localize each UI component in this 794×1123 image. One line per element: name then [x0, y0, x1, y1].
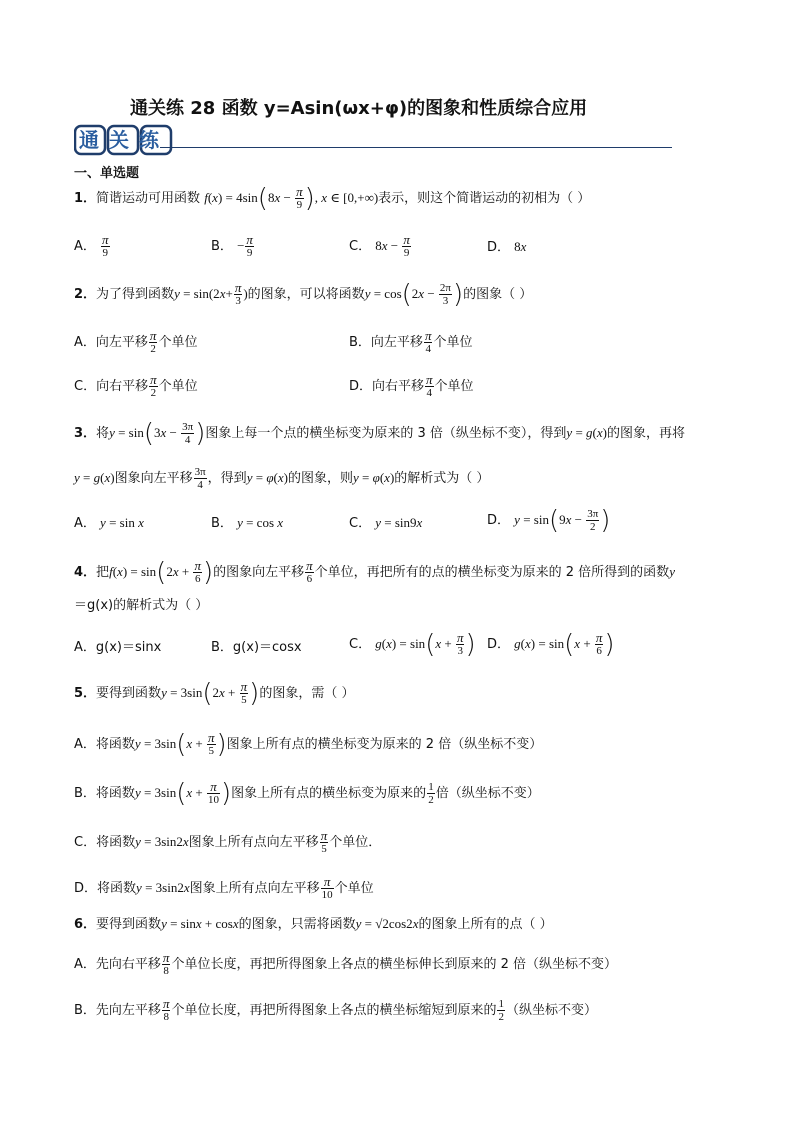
- q1-option-c[interactable]: C． 8x − $\frac{\pi}{9}$: [349, 232, 410, 259]
- q6-option-b[interactable]: B．先向左平移 $\frac{\pi}{8}$ 个单位长度，再把所得图象上各点的横坐标缩短到原来的 $\frac{1}{2}$ （纵坐标不变）: [74, 996, 597, 1023]
- q4-option-b[interactable]: B．g(x)＝cosx: [211, 640, 302, 655]
- q4-option-d[interactable]: D． g(x) = sin(x + $\frac{\pi}{6}$ ): [487, 629, 615, 660]
- question-5: 5．要得到函数y = 3sin(2x + $\frac{\pi}{5}$ )的图象，需（ ）: [74, 678, 355, 709]
- q5-option-a[interactable]: A．将函数y = 3sin(x + $\frac{\pi}{5}$ )图象上所有点的横坐标变为原来的 2 倍（纵坐标不变）: [74, 729, 543, 760]
- question-2: 2．为了得到函数y = sin(2x+ $\frac{\pi}{3}$ )的图象，可以将函数y = cos(2x − $\frac{2\pi}{3}$ )的图象（ ）: [74, 279, 533, 310]
- q6-option-a[interactable]: A．先向右平移 $\frac{\pi}{8}$ 个单位长度，再把所得图象上各点的横坐标伸长到原来的 2 倍（纵坐标不变）: [74, 950, 617, 977]
- q2-option-c[interactable]: C．向右平移 $\frac{\pi}{2}$ 个单位: [74, 372, 198, 399]
- q4-option-c[interactable]: C． g(x) = sin(x + $\frac{\pi}{3}$ ): [349, 629, 476, 660]
- question-4-line-2: ＝g(x)的解析式为（ ）: [74, 598, 209, 613]
- q1-option-d[interactable]: D． 8x: [487, 239, 527, 255]
- page-title: 通关练 28 函数 y=Asin(ωx+φ)的图象和性质综合应用: [130, 98, 588, 119]
- question-6: 6．要得到函数y = sinx + cosx的图象，只需将函数y = √2cos2x的图象上所有的点（ ）: [74, 916, 553, 932]
- q2-option-d[interactable]: D．向右平移 $\frac{\pi}{4}$ 个单位: [349, 372, 474, 399]
- q3-option-c[interactable]: C． y = sin9x: [349, 515, 423, 531]
- logo: [74, 124, 174, 156]
- q5-option-b[interactable]: B．将函数y = 3sin(x + $\frac{\pi}{10}$ )图象上所有点的横坐标变为原来的 $\frac{1}{2}$ 倍（纵坐标不变）: [74, 778, 540, 809]
- q5-option-c[interactable]: C．将函数y = 3sin2x图象上所有点向左平移 $\frac{\pi}{5}$ 个单位．: [74, 828, 382, 855]
- q2-option-a[interactable]: A．向左平移 $\frac{\pi}{2}$ 个单位: [74, 328, 198, 355]
- q2-option-b[interactable]: B．向左平移 $\frac{\pi}{4}$ 个单位: [349, 328, 473, 355]
- q1-option-a[interactable]: A． $\frac{\pi}{9}$: [74, 232, 109, 259]
- question-1: 1．简谐运动可用函数 f(x) = 4sin(8x − $\frac{\pi}{9}$ ), x ∈ [0,+∞)表示，则这个简谐运动的初相为（ ）: [74, 183, 591, 214]
- section-heading: 一、单选题: [74, 166, 140, 181]
- q4-option-a[interactable]: A．g(x)＝sinx: [74, 640, 162, 655]
- q3-option-a[interactable]: A． y = sin x: [74, 515, 144, 531]
- q3-option-b[interactable]: B． y = cos x: [211, 515, 284, 531]
- logo-text: 通关练: [79, 128, 169, 152]
- question-4-line-1: 4．把f(x) = sin(2x + $\frac{\pi}{6}$ )的图象向左平移 $\frac{\pi}{6}$ 个单位，再把所有的点的横坐标变为原来的 2 倍所得到的函数y: [74, 557, 675, 588]
- header-rule: [160, 147, 672, 148]
- q3-option-d[interactable]: D． y = sin(9x − $\frac{3\pi}{2}$ ): [487, 505, 611, 536]
- question-3-line-2: y = g(x)图象向左平移 $\frac{3\pi}{4}$ ，得到y = φ(x)的图象，则y = φ(x)的解析式为（ ）: [74, 466, 490, 491]
- q5-option-d[interactable]: D．将函数y = 3sin2x图象上所有点向左平移 $\frac{\pi}{10}$ 个单位: [74, 874, 374, 901]
- question-3-line-1: 3．将y = sin(3x − $\frac{3\pi}{4}$ )图象上每一个点的横坐标变为原来的 3 倍（纵坐标不变），得到y = g(x)的图象，再将: [74, 418, 686, 449]
- q1-option-b[interactable]: B． − $\frac{\pi}{9}$: [211, 232, 253, 259]
